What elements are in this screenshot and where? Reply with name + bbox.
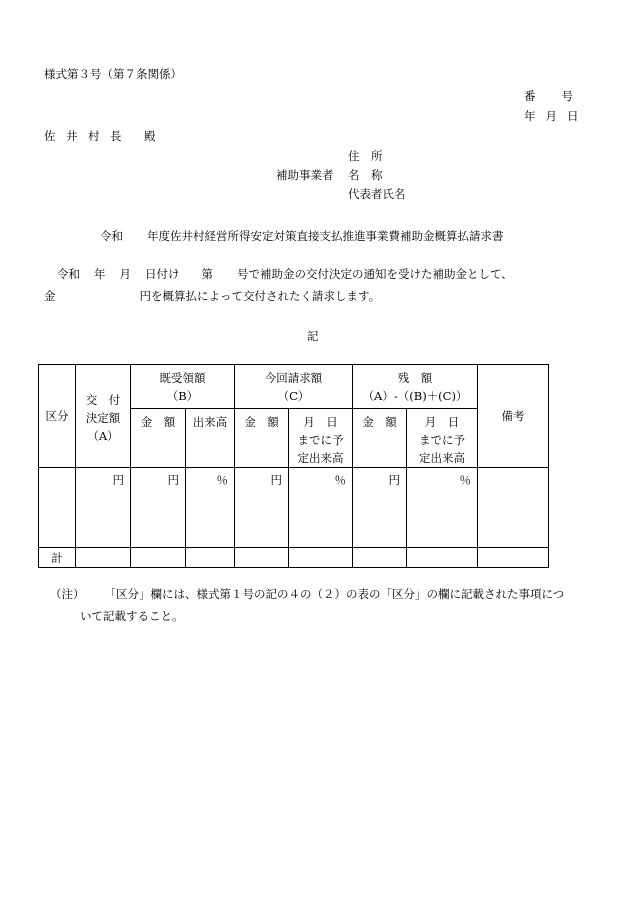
header-kiju-dekidaka: 出来高 (186, 409, 235, 468)
header-kofu-kettei (76, 365, 131, 468)
addressee (44, 128, 156, 144)
header-zan-line1: 残 額 (397, 370, 433, 385)
header-konkai-kingaku: 金 額 (235, 409, 289, 468)
header-made-ni: までに予 (419, 433, 465, 447)
header-konkai-line1: 今回請求額 (264, 370, 323, 385)
title-era: 令和 (100, 229, 123, 243)
document-number-field (524, 88, 573, 104)
cell-zan-yen[interactable]: 円 (353, 468, 407, 548)
header-kofu-line3: （A） (87, 429, 119, 443)
header-konkai-yotei (289, 409, 353, 468)
header-konkai (235, 365, 353, 409)
number-label-ban: 番 (524, 89, 536, 103)
note-label: （注） (50, 587, 85, 601)
document-title (100, 228, 504, 244)
request-body-line2 (44, 288, 380, 304)
cell-total[interactable] (76, 548, 131, 568)
header-biko: 備考 (478, 365, 549, 468)
cell-total[interactable] (289, 548, 353, 568)
body-kin: 金 (44, 289, 56, 303)
cell-zan-percent[interactable]: ％ (407, 468, 478, 548)
applicant-group-label: 補助事業者 (276, 168, 334, 182)
body-year: 年 (94, 267, 106, 281)
request-table (38, 364, 549, 568)
header-zan (353, 365, 478, 409)
body-era: 令和 (57, 267, 80, 281)
cell-konkai-percent[interactable]: ％ (289, 468, 353, 548)
title-text: 年度佐井村経営所得安定対策直接支払推進事業費補助金概算払請求書 (147, 229, 504, 243)
cell-kubun[interactable] (39, 468, 76, 548)
request-body-line1 (57, 266, 513, 282)
header-kofu-line2: 決定額 (85, 411, 121, 425)
header-yotei: 定出来高 (297, 451, 344, 465)
applicant-name-label: 名 称 (348, 168, 383, 182)
number-label-go: 号 (561, 89, 573, 103)
date-day-label: 日 (567, 109, 579, 123)
body-dai: 第 (201, 267, 213, 281)
addressee-honorific: 殿 (144, 129, 156, 143)
header-konkai-line2: （C） (277, 388, 310, 403)
table-total-row (39, 548, 549, 568)
header-zan-yotei (407, 409, 478, 468)
header-kiju-kingaku: 金 額 (131, 409, 186, 468)
cell-kiju-yen[interactable]: 円 (131, 468, 186, 548)
header-yotei: 定出来高 (419, 451, 465, 465)
total-label: 計 (39, 548, 76, 568)
date-month-label: 月 (545, 109, 557, 123)
header-kiju (131, 365, 235, 409)
header-kofu-line1: 交 付 (85, 393, 121, 407)
cell-total[interactable] (353, 548, 407, 568)
cell-kiju-percent[interactable]: ％ (186, 468, 235, 548)
header-kiju-line1: 既受領額 (159, 370, 206, 385)
note-text-1: 「区分」欄には、様式第１号の記の４の（２）の表の「区分」の欄に記載された事項につ (104, 587, 565, 601)
cell-kofu-yen[interactable]: 円 (76, 468, 131, 548)
applicant-address-label: 住 所 (348, 149, 383, 163)
date-field (524, 108, 579, 124)
addressee-char: 佐 (44, 129, 56, 143)
header-made-ni: までに予 (297, 433, 344, 447)
cell-total[interactable] (407, 548, 478, 568)
header-zan-line2: （A）-（(B)＋(C)） (362, 388, 468, 403)
date-year-label: 年 (524, 109, 536, 123)
body-month: 月 (119, 267, 131, 281)
body-day-dated: 日付け (145, 267, 180, 281)
cell-biko[interactable] (478, 468, 549, 548)
applicant-representative-label: 代表者氏名 (348, 187, 406, 201)
cell-total[interactable] (186, 548, 235, 568)
addressee-char: 村 (88, 129, 100, 143)
cell-total[interactable] (478, 548, 549, 568)
cell-total[interactable] (235, 548, 289, 568)
cell-konkai-yen[interactable]: 円 (235, 468, 289, 548)
header-kiju-line2: （B） (166, 388, 199, 403)
body-line1-rest: 号で補助金の交付決定の通知を受けた補助金として、 (237, 267, 513, 281)
table-row (39, 468, 549, 548)
header-kubun: 区分 (39, 365, 76, 468)
header-tsuki-hi: 月 日 (424, 415, 460, 429)
body-line2-rest: 円を概算払によって交付されたく請求します。 (139, 289, 381, 303)
addressee-char: 長 (110, 129, 122, 143)
header-zan-kingaku: 金 額 (353, 409, 407, 468)
form-number-label: 様式第３号（第７条関係） (44, 67, 182, 81)
note-text-2: いて記載すること。 (80, 609, 184, 623)
header-tsuki-hi: 月 日 (303, 415, 338, 429)
ki-heading: 記 (307, 329, 319, 343)
note-line1 (50, 586, 564, 602)
cell-total[interactable] (131, 548, 186, 568)
addressee-char: 井 (66, 129, 78, 143)
